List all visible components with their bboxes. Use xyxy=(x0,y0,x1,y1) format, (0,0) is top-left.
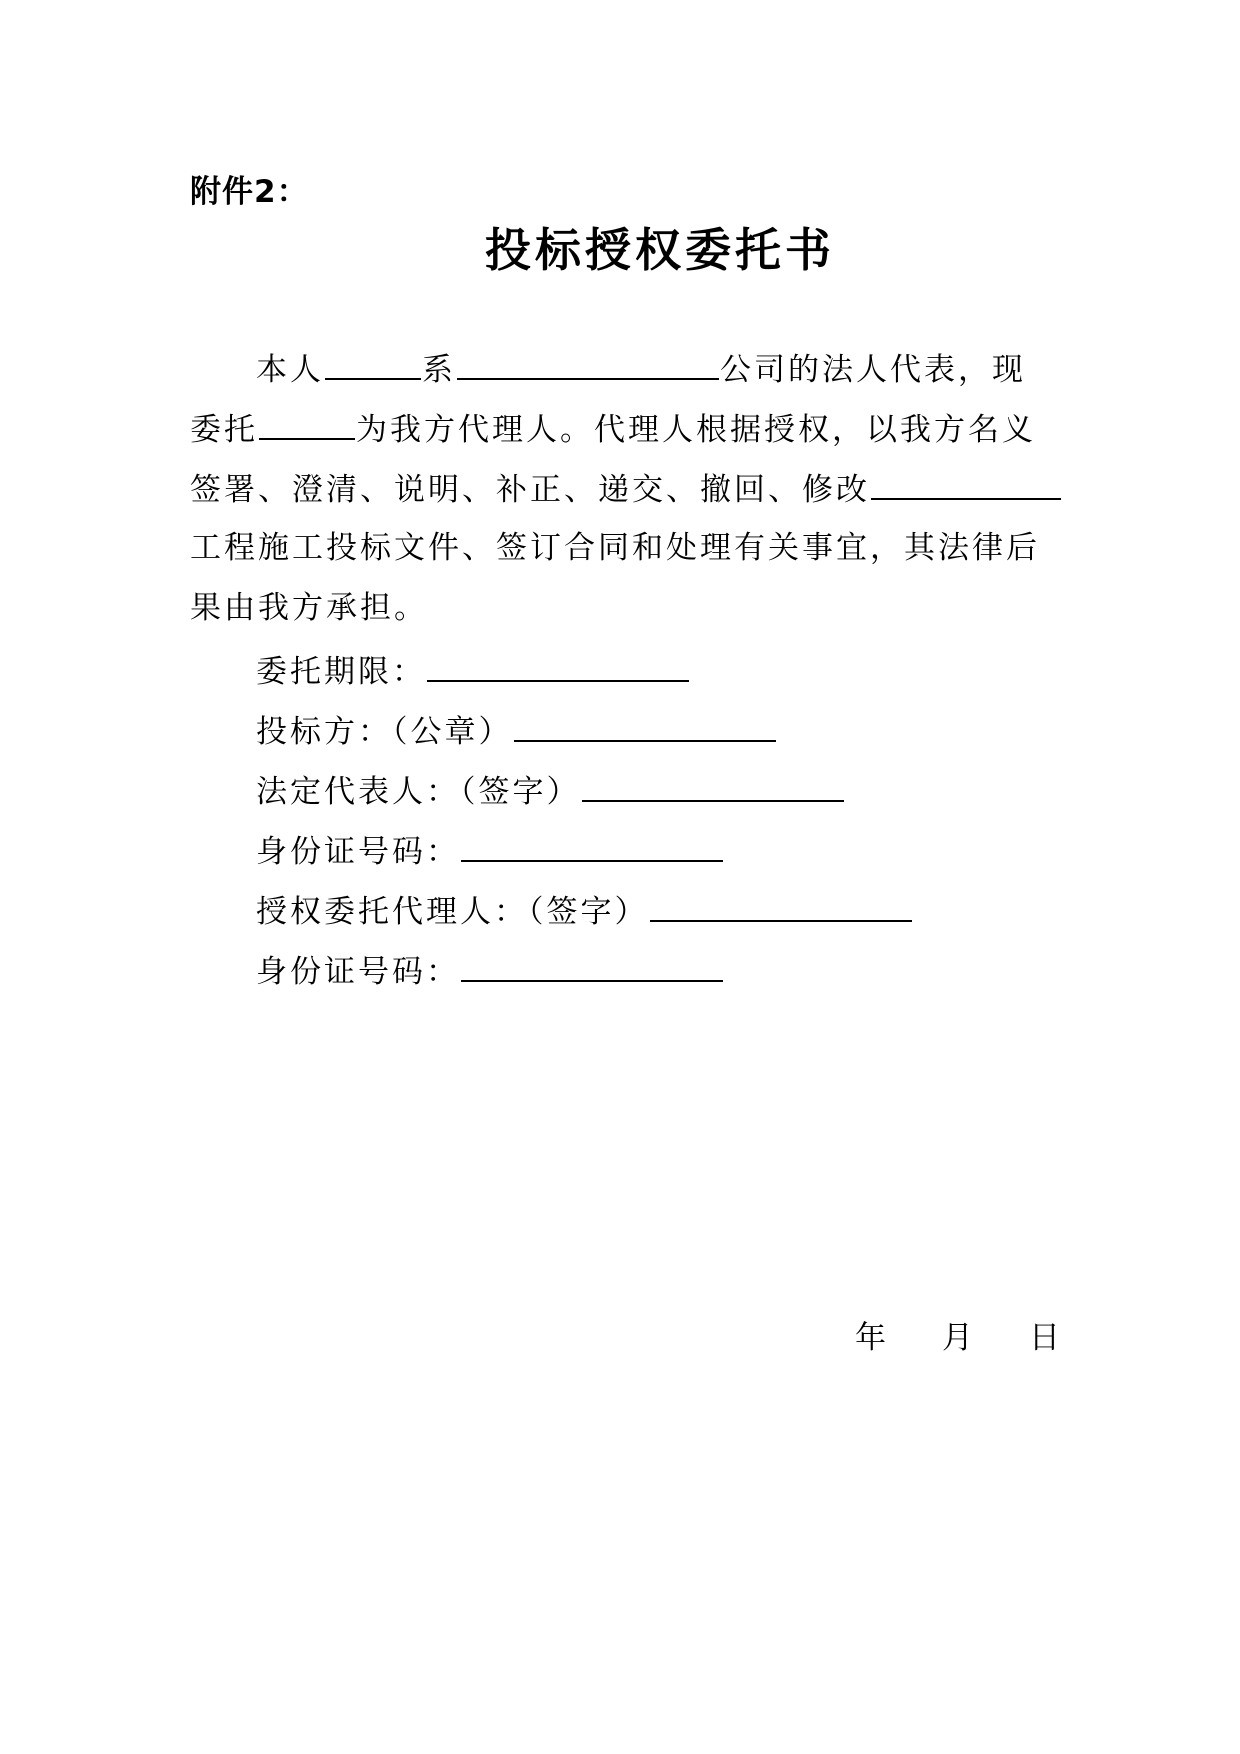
project-blank[interactable] xyxy=(871,468,1061,500)
paragraph-line-4: 工程施工投标文件、签订合同和处理有关事宜，其法律后 xyxy=(190,530,1040,566)
paragraph-line-1 xyxy=(256,348,1026,390)
term-label: 委托期限： xyxy=(256,654,426,690)
id-number-label-2: 身份证号码： xyxy=(256,954,460,990)
text-of: 系 xyxy=(422,352,456,388)
text-entrust: 委托 xyxy=(190,412,258,448)
company-blank[interactable] xyxy=(457,348,719,380)
text-agent-role: 为我方代理人。代理人根据授权，以我方名义 xyxy=(356,412,1036,448)
legal-rep-field xyxy=(256,770,845,812)
day-label: 日 xyxy=(1029,1320,1060,1356)
text-legal-rep: 公司的法人代表，现 xyxy=(720,352,1026,388)
text-actions: 签署、澄清、说明、补正、递交、撤回、修改 xyxy=(190,472,870,508)
legal-rep-label: 法定代表人：（签字） xyxy=(256,774,581,810)
id-number-label-1: 身份证号码： xyxy=(256,834,460,870)
id-number-field-2 xyxy=(256,950,724,992)
text-principal: 本人 xyxy=(256,352,324,388)
paragraph-line-2 xyxy=(190,408,1036,450)
id-number-blank-2[interactable] xyxy=(461,950,723,982)
term-blank[interactable] xyxy=(427,650,689,682)
year-label: 年 xyxy=(855,1320,886,1356)
paragraph-line-5: 果由我方承担。 xyxy=(190,590,428,626)
id-number-field-1 xyxy=(256,830,724,872)
attachment-label: 附件2： xyxy=(190,174,309,210)
date-line xyxy=(855,1318,1060,1358)
term-field xyxy=(256,650,690,692)
agent-name-blank[interactable] xyxy=(259,408,355,440)
bidder-label: 投标方：（公章） xyxy=(256,714,513,750)
bidder-field xyxy=(256,710,777,752)
paragraph-line-3 xyxy=(190,468,1062,510)
agent-label: 授权委托代理人：（签字） xyxy=(256,894,649,930)
bidder-blank[interactable] xyxy=(514,710,776,742)
legal-rep-blank[interactable] xyxy=(582,770,844,802)
agent-blank[interactable] xyxy=(650,890,912,922)
agent-field xyxy=(256,890,913,932)
document-title: 投标授权委托书 xyxy=(485,223,835,277)
name-blank[interactable] xyxy=(325,348,421,380)
month-label: 月 xyxy=(942,1320,973,1356)
id-number-blank-1[interactable] xyxy=(461,830,723,862)
